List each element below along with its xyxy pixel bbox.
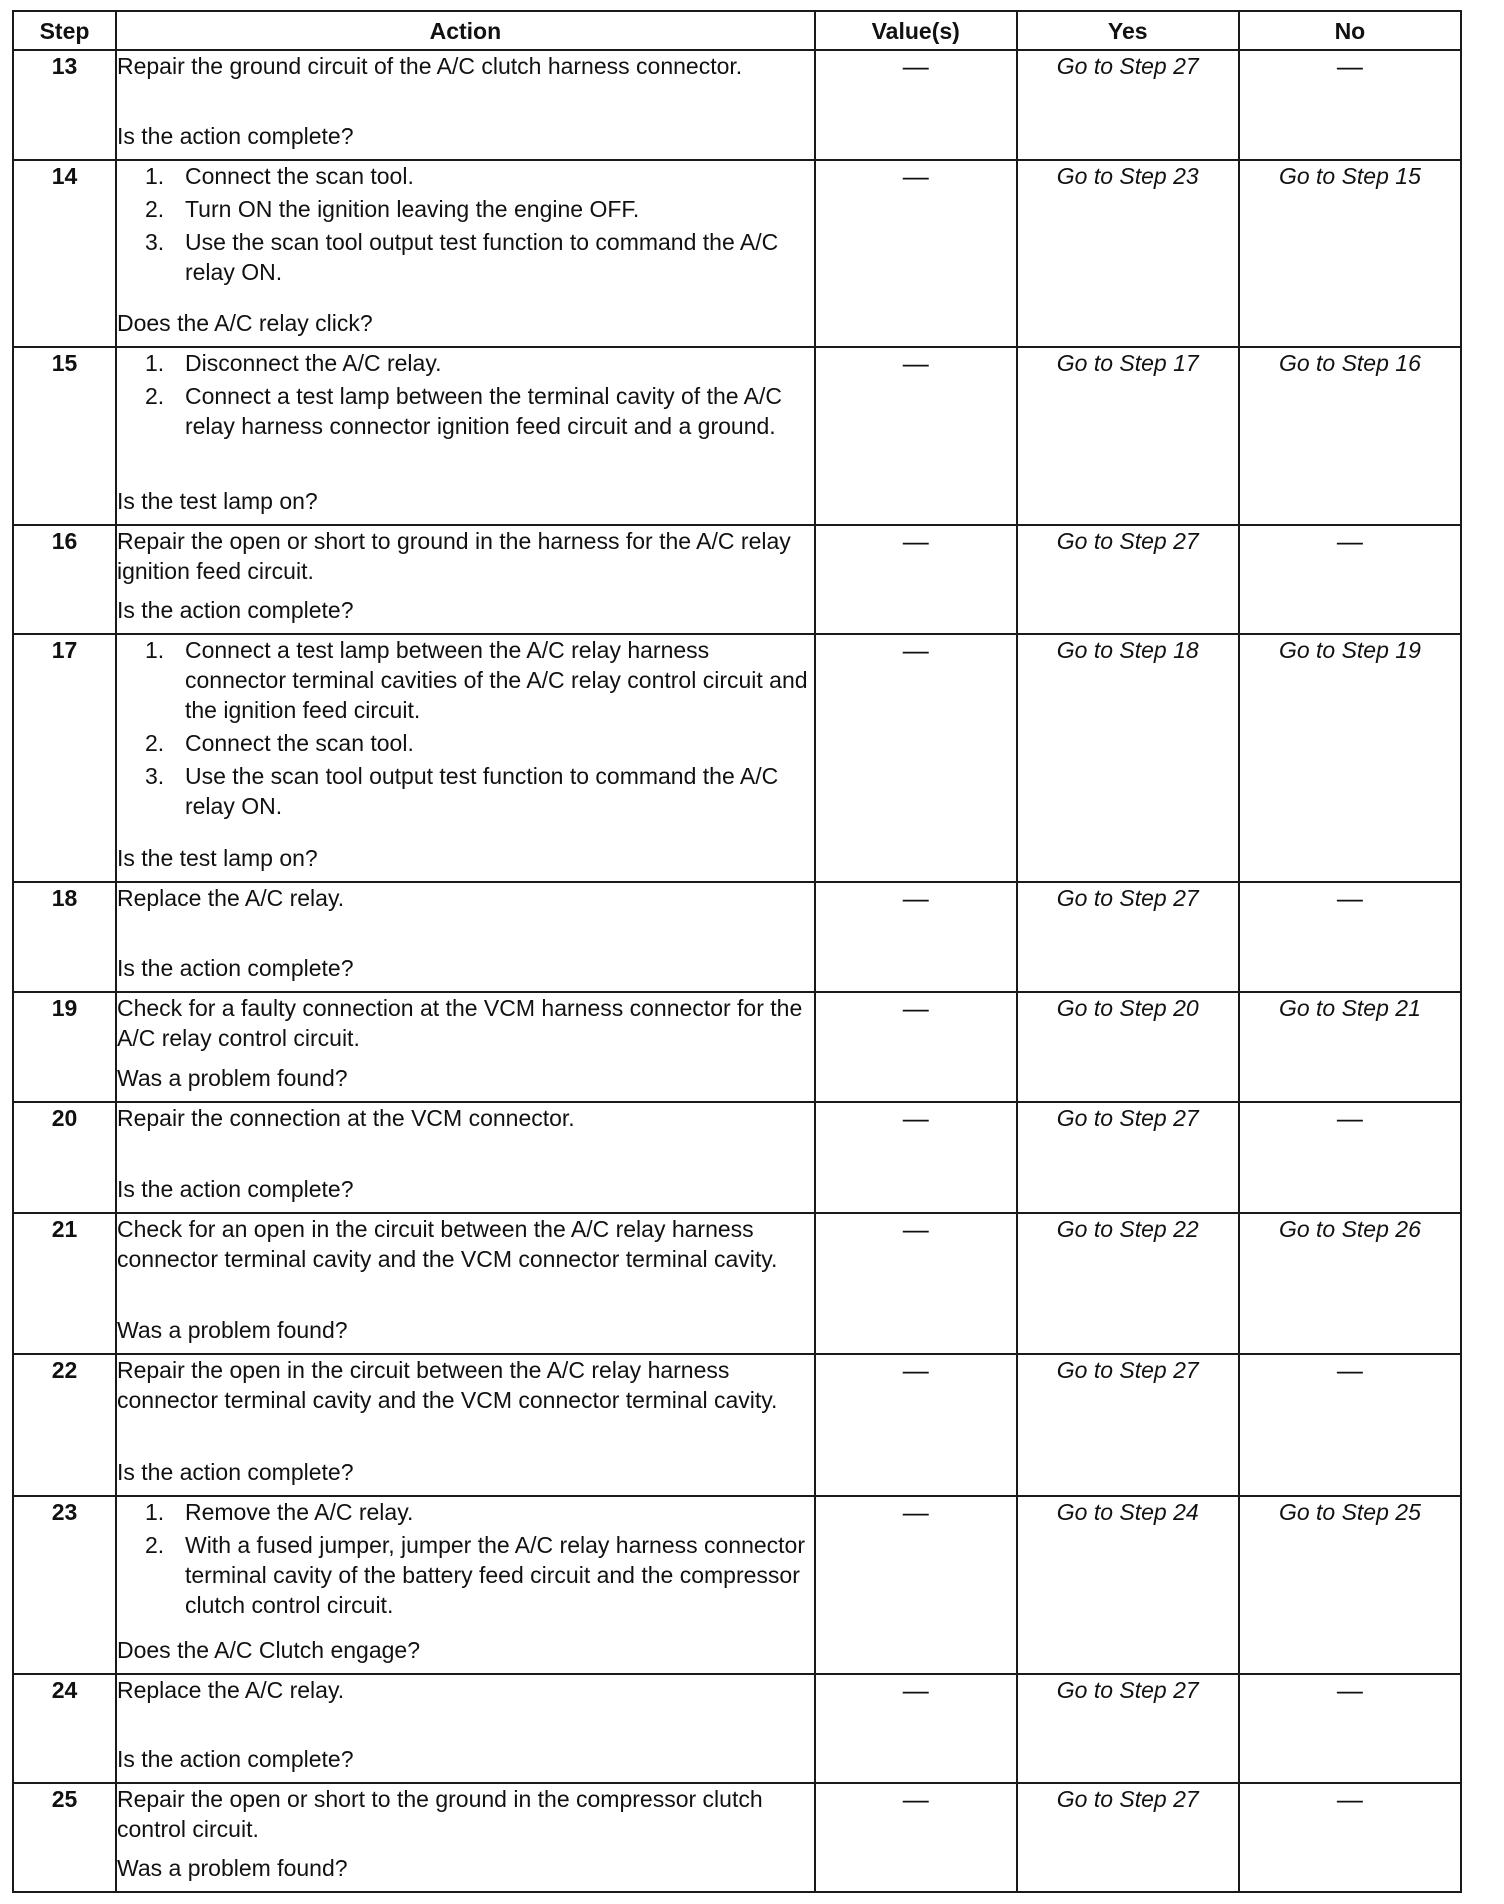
value-cell: —: [815, 1783, 1017, 1892]
action-step-number: 2.: [144, 383, 165, 409]
action-cell: [116, 1783, 815, 1892]
yes-cell: Go to Step 27: [1017, 50, 1239, 160]
no-cell: Go to Step 26: [1239, 1213, 1461, 1354]
action-step-number: 1.: [144, 1499, 165, 1525]
no-cell: Go to Step 16: [1239, 347, 1461, 525]
value-cell: —: [815, 882, 1017, 992]
action-question: Is the action complete?: [116, 597, 354, 623]
table-row: [13, 882, 1461, 992]
no-cell: —: [1239, 1354, 1461, 1496]
table-row: [13, 1102, 1461, 1213]
value-cell: —: [815, 525, 1017, 634]
action-cell: [116, 347, 815, 525]
step-number: 20: [13, 1102, 116, 1213]
action-step-item: [117, 194, 814, 224]
action-step-item: [117, 1497, 814, 1527]
action-step-number: 3.: [144, 229, 165, 255]
value-cell: —: [815, 1102, 1017, 1213]
action-text: Repair the connection at the VCM connector.: [116, 1105, 575, 1131]
no-cell: —: [1239, 1783, 1461, 1892]
action-text: Check for a faulty connection at the VCM harness connector for the A/C relay control circuit.: [116, 995, 803, 1051]
step-number: 13: [13, 50, 116, 160]
action-cell: [116, 160, 815, 347]
yes-cell: Go to Step 27: [1017, 1102, 1239, 1213]
step-number: 22: [13, 1354, 116, 1496]
action-cell: [116, 1102, 815, 1213]
step-number: 14: [13, 160, 116, 347]
no-cell: Go to Step 21: [1239, 992, 1461, 1102]
action-cell: [116, 882, 815, 992]
action-cell: [116, 1674, 815, 1783]
value-cell: —: [815, 1213, 1017, 1354]
value-cell: —: [815, 1674, 1017, 1783]
action-text: Repair the open or short to the ground in the compressor clutch control circuit.: [116, 1786, 763, 1842]
action-step-item: [117, 381, 814, 441]
header-action: Action: [116, 11, 815, 50]
action-step-text: Remove the A/C relay.: [184, 1499, 414, 1525]
no-cell: —: [1239, 50, 1461, 160]
action-question: Is the test lamp on?: [116, 488, 318, 514]
table-body: [13, 50, 1461, 1892]
action-step-item: [117, 227, 814, 287]
table-row: [13, 1674, 1461, 1783]
action-text: Repair the ground circuit of the A/C clutch harness connector.: [116, 53, 743, 79]
value-cell: —: [815, 50, 1017, 160]
step-number: 21: [13, 1213, 116, 1354]
action-step-number: 1.: [144, 350, 165, 376]
no-cell: Go to Step 19: [1239, 634, 1461, 882]
yes-cell: Go to Step 24: [1017, 1496, 1239, 1674]
table-row: [13, 634, 1461, 882]
action-question: Does the A/C Clutch engage?: [116, 1637, 421, 1663]
action-step-number: 3.: [144, 763, 165, 789]
action-step-text: Connect a test lamp between the A/C relay harness connector terminal cavities of the A/C relay control circuit and the ignition feed circuit.: [184, 637, 808, 723]
action-cell: [116, 525, 815, 634]
value-cell: —: [815, 1354, 1017, 1496]
action-cell: [116, 634, 815, 882]
step-number: 16: [13, 525, 116, 634]
table-row: [13, 1783, 1461, 1892]
step-number: 17: [13, 634, 116, 882]
header-no: No: [1239, 11, 1461, 50]
yes-cell: Go to Step 27: [1017, 525, 1239, 634]
table-row: [13, 1354, 1461, 1496]
action-cell: [116, 992, 815, 1102]
table-row: [13, 160, 1461, 347]
action-question: Is the action complete?: [116, 123, 354, 149]
action-text: Replace the A/C relay.: [116, 885, 345, 911]
no-cell: —: [1239, 525, 1461, 634]
action-step-list: [117, 161, 814, 290]
table-row: [13, 525, 1461, 634]
no-cell: Go to Step 15: [1239, 160, 1461, 347]
no-cell: —: [1239, 882, 1461, 992]
action-step-text: With a fused jumper, jumper the A/C relay harness connector terminal cavity of the battery feed circuit and the compressor clutch control circuit.: [184, 1532, 806, 1618]
step-number: 15: [13, 347, 116, 525]
no-cell: —: [1239, 1674, 1461, 1783]
action-step-item: [117, 635, 814, 725]
value-cell: —: [815, 347, 1017, 525]
action-text: Repair the open in the circuit between the A/C relay harness connector terminal cavity and the VCM connector terminal cavity.: [116, 1357, 778, 1413]
header-yes: Yes: [1017, 11, 1239, 50]
action-question: Does the A/C relay click?: [116, 310, 373, 336]
no-cell: Go to Step 25: [1239, 1496, 1461, 1674]
header-row: [13, 11, 1461, 50]
action-cell: [116, 50, 815, 160]
action-cell: [116, 1213, 815, 1354]
action-text: Repair the open or short to ground in the harness for the A/C relay ignition feed circuit.: [116, 528, 791, 584]
action-step-item: [117, 348, 814, 378]
action-step-item: [117, 161, 814, 191]
table-row: [13, 347, 1461, 525]
value-cell: —: [815, 160, 1017, 347]
yes-cell: Go to Step 20: [1017, 992, 1239, 1102]
action-step-number: 2.: [144, 196, 165, 222]
value-cell: —: [815, 992, 1017, 1102]
table-row: [13, 992, 1461, 1102]
step-number: 19: [13, 992, 116, 1102]
value-cell: —: [815, 634, 1017, 882]
diagnostic-table: [12, 10, 1462, 1893]
action-step-text: Disconnect the A/C relay.: [184, 350, 442, 376]
action-question: Is the action complete?: [116, 1176, 354, 1202]
action-step-text: Turn ON the ignition leaving the engine OFF.: [184, 196, 640, 222]
no-cell: —: [1239, 1102, 1461, 1213]
action-text: Replace the A/C relay.: [116, 1677, 345, 1703]
action-step-number: 2.: [144, 730, 165, 756]
action-cell: [116, 1496, 815, 1674]
action-step-item: [117, 1530, 814, 1620]
yes-cell: Go to Step 27: [1017, 1354, 1239, 1496]
table-row: [13, 1496, 1461, 1674]
action-step-number: 2.: [144, 1532, 165, 1558]
yes-cell: Go to Step 27: [1017, 1783, 1239, 1892]
step-number: 25: [13, 1783, 116, 1892]
yes-cell: Go to Step 23: [1017, 160, 1239, 347]
action-question: Is the test lamp on?: [116, 845, 318, 871]
action-question: Is the action complete?: [116, 1459, 354, 1485]
action-step-text: Connect the scan tool.: [184, 163, 414, 189]
yes-cell: Go to Step 27: [1017, 1674, 1239, 1783]
header-values: Value(s): [815, 11, 1017, 50]
action-step-item: [117, 761, 814, 821]
table-row: [13, 50, 1461, 160]
action-question: Is the action complete?: [116, 955, 354, 981]
yes-cell: Go to Step 22: [1017, 1213, 1239, 1354]
step-number: 24: [13, 1674, 116, 1783]
action-step-text: Connect a test lamp between the terminal cavity of the A/C relay harness connector ignition feed circuit and a ground.: [184, 383, 783, 439]
action-question: Is the action complete?: [116, 1746, 354, 1772]
yes-cell: Go to Step 18: [1017, 634, 1239, 882]
value-cell: —: [815, 1496, 1017, 1674]
action-question: Was a problem found?: [116, 1065, 348, 1091]
action-question: Was a problem found?: [116, 1317, 348, 1343]
step-number: 23: [13, 1496, 116, 1674]
action-step-text: Use the scan tool output test function to command the A/C relay ON.: [184, 763, 779, 819]
action-text: Check for an open in the circuit between the A/C relay harness connector terminal cavity and the VCM connector terminal cavity.: [116, 1216, 778, 1272]
step-number: 18: [13, 882, 116, 992]
action-step-text: Use the scan tool output test function to command the A/C relay ON.: [184, 229, 779, 285]
table-row: [13, 1213, 1461, 1354]
action-step-number: 1.: [144, 163, 165, 189]
action-step-text: Connect the scan tool.: [184, 730, 414, 756]
action-step-list: [117, 348, 814, 444]
action-step-list: [117, 1497, 814, 1623]
action-cell: [116, 1354, 815, 1496]
yes-cell: Go to Step 17: [1017, 347, 1239, 525]
header-step: Step: [13, 11, 116, 50]
action-step-item: [117, 728, 814, 758]
action-question: Was a problem found?: [116, 1855, 348, 1881]
action-step-list: [117, 635, 814, 824]
action-step-number: 1.: [144, 637, 165, 663]
yes-cell: Go to Step 27: [1017, 882, 1239, 992]
